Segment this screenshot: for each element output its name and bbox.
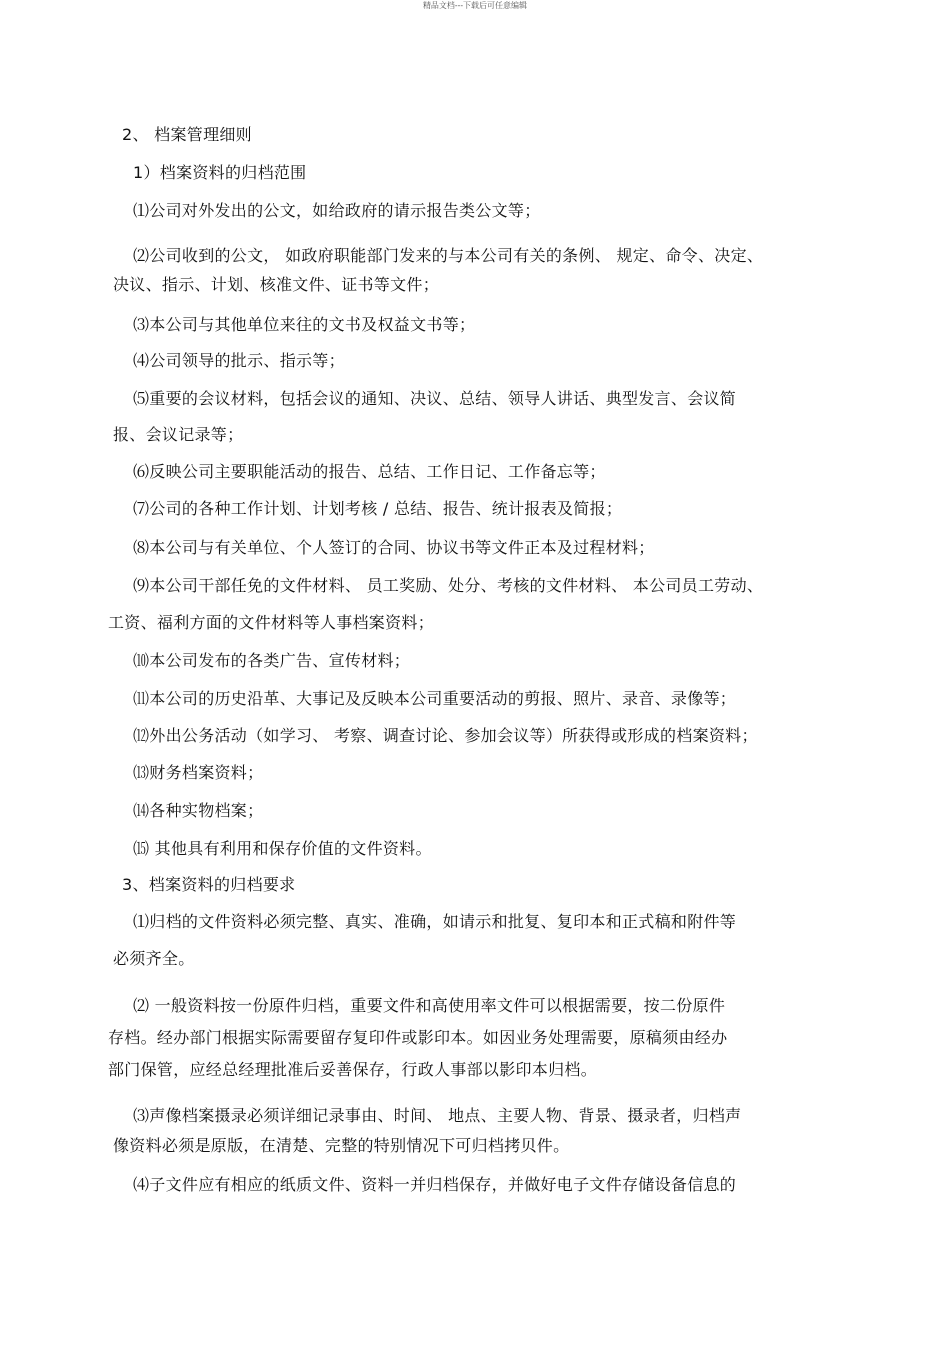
paragraph-line: ⒁各种实物档案；	[133, 801, 264, 820]
paragraph-line: 存档。经办部门根据实际需要留存复印件或影印本。如因业务处理需要，原稿须由经办	[108, 1028, 728, 1047]
paragraph-line: ⑷子文件应有相应的纸质文件、资料一并归档保存，并做好电子文件存储设备信息的	[133, 1175, 737, 1194]
paragraph-line: ⑶本公司与其他单位来往的文书及权益文书等；	[133, 315, 476, 334]
paragraph-line: ⑴公司对外发出的公文，如给政府的请示报告类公文等；	[133, 201, 541, 220]
section-heading: 2、 档案管理细则	[122, 125, 252, 144]
paragraph-line: ⑿外出公务活动（如学习、 考察、调查讨论、参加会议等）所获得或形成的档案资料；	[133, 726, 758, 745]
paragraph-line: 必须齐全。	[113, 949, 195, 968]
paragraph-line: ⑵公司收到的公文， 如政府职能部门发来的与本公司有关的条例、 规定、命令、决定、	[133, 246, 764, 265]
paragraph-line: ⑻本公司与有关单位、个人签订的合同、协议书等文件正本及过程材料；	[133, 538, 655, 557]
paragraph-line: ⑹反映公司主要职能活动的报告、总结、工作日记、工作备忘等；	[133, 462, 606, 481]
paragraph-line: ⒀财务档案资料；	[133, 763, 264, 782]
section-heading: 3、档案资料的归档要求	[122, 875, 296, 894]
paragraph-line: ⒂ 其他具有利用和保存价值的文件资料。	[133, 839, 432, 858]
paragraph-line: 像资料必须是原版，在清楚、完整的特别情况下可归档拷贝件。	[113, 1136, 570, 1155]
paragraph-line: ⑷公司领导的批示、指示等；	[133, 351, 345, 370]
paragraph-line: 部门保管，应经总经理批准后妥善保存，行政人事部以影印本归档。	[108, 1060, 598, 1079]
paragraph-line: 工资、福利方面的文件材料等人事档案资料；	[108, 613, 435, 632]
page-header: 精品文档---下载后可任意编辑	[422, 1, 528, 10]
paragraph-line: ⑼本公司干部任免的文件材料、 员工奖励、处分、考核的文件材料、 本公司员工劳动、	[133, 576, 764, 595]
paragraph-line: ⑴归档的文件资料必须完整、真实、准确，如请示和批复、复印本和正式稿和附件等	[133, 912, 737, 931]
paragraph-line: ⑺公司的各种工作计划、计划考核 / 总结、报告、统计报表及简报；	[133, 499, 623, 518]
paragraph-line: ⑶声像档案摄录必须详细记录事由、时间、 地点、主要人物、背景、摄录者，归档声	[133, 1106, 742, 1125]
paragraph-line: 报、会议记录等；	[113, 425, 244, 444]
paragraph-line: ⑸重要的会议材料，包括会议的通知、决议、总结、领导人讲话、典型发言、会议简	[133, 389, 737, 408]
paragraph-line: ⑽本公司发布的各类广告、宣传材料；	[133, 651, 411, 670]
paragraph-line: ⑵ 一般资料按一份原件归档，重要文件和高使用率文件可以根据需要，按二份原件	[133, 996, 726, 1015]
paragraph-line: 决议、指示、计划、核准文件、证书等文件；	[113, 275, 440, 294]
subsection-heading: 1）档案资料的归档范围	[133, 163, 307, 182]
paragraph-line: ⑾本公司的历史沿革、大事记及反映本公司重要活动的剪报、照片、录音、录像等；	[133, 689, 737, 708]
